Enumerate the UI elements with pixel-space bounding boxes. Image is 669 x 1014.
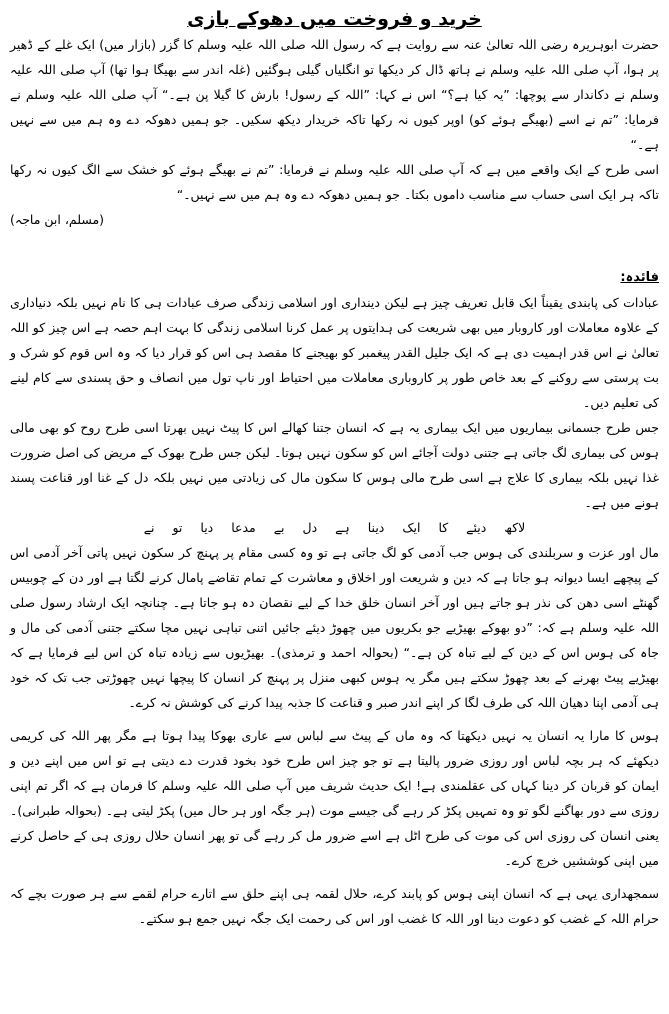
section-spacer [10, 232, 659, 265]
paragraph-spacer-2 [10, 873, 659, 881]
body-paragraph-2: جس طرح جسمانی بیماریوں میں ایک بیماری یہ ہے کہ انسان جتنا کھالے اس کا پیٹ نہیں بھرتا اسی طرح روح کو بھی مالی ہوس کی بیماری لگ جاتی ہے جتنی دولت آجائے اس کو سکون نہیں ہوتا۔ لیکن جس طرح بھوک کے مریض کی اصل ضرورت غذا نہیں بلکہ بیماری کا علاج ہے اسی طرح مالی ہوس کا سکون مال کی زیادتی میں نہیں بلکہ دل کے غنا اور قناعت پسند ہونے میں ہے۔ [10, 420, 659, 510]
faida-heading: فائدہ: [620, 270, 659, 285]
hadith-reference: (مسلم، ابن ماجہ) [10, 212, 105, 227]
body-paragraph-5: سمجھداری یہی ہے کہ انسان اپنی ہوس کو پابند کرے، حلال لقمہ ہی اپنے حلق سے اتارے حرام لقمے سے ہر صورت بچے کہ حرام اللہ کے غضب کو دعوت دینا اور اللہ کا غضب اور اس کی رحمت ایک جگہ نہیں جمع ہو سکتے۔ [10, 886, 659, 926]
body-paragraph-1: عبادات کی پابندی یقیناً ایک قابل تعریف چیز ہے لیکن دینداری اور اسلامی زندگی صرف عبادات ہی کا نام نہیں بلکہ دنیاداری کے علاوہ معاملات اور کاروبار میں بھی شریعت کی ہدایتوں پر عمل کرنا اسلامی زندگی کا بہت اہم حصہ ہے اس چیز کو اللہ تعالیٰ نے اس قدر اہمیت دی ہے کہ ایک جلیل القدر پیغمبر کو بھیجنے کا مقصد ہی اس کو قرار دیا کہ وہ اس قوم کو شرک و بت پرستی سے روکنے کے بعد خاص طور پر کاروباری معاملات میں احتیاط اور ناپ تول میں انصاف و حق پسندی سے کام لینے کی تعلیم دیں۔ [10, 295, 659, 410]
hadith-paragraph: حضرت ابوہریرہ رضی اللہ تعالیٰ عنہ سے روایت ہے کہ رسول اللہ صلی اللہ علیہ وسلم کا گزر (بازار میں) ایک غلے کے ڈھیر پر ہوا، آپ صلی اللہ علیہ وسلم نے ہاتھ ڈال کر دیکھا تو انگلیاں گیلی ہوگئیں (غلہ اندر سے بھیگا ہوا تھا) آپ صلی اللہ علیہ وسلم نے دکاندار سے پوچھا: ”یہ کیا ہے؟“ اس نے کہا: ”اللہ کے رسول! بارش کا گیلا پن ہے۔“ آپ صلی اللہ علیہ وسلم نے فرمایا: ”تم نے اسے (بھیگے ہوئے کو) اوپر کیوں نہ رکھا تاکہ خریدار دیکھ سکیں۔ جو ہمیں دھوکہ دے وہ ہم میں سے نہیں ہے۔“ [10, 37, 659, 152]
page-title: خرید و فروخت میں دھوکے بازی [187, 8, 482, 30]
paragraph-spacer [10, 715, 659, 723]
body-paragraph-4: ہوس کا مارا یہ انسان یہ نہیں دیکھتا کہ وہ ماں کے پیٹ سے لباس سے عاری بھوکا پیدا ہوتا ہے مگر پھر اللہ کی کریمی دیکھئے کہ ہر بچہ لباس اور روزی ضرور پالیتا ہے تو جو چیز اس طرح خود بخود قدرت دے دیتی ہے تو اس میں اپنے دین و ایمان کو قربان کر دینا کہاں کی عقلمندی ہے! ایک حدیث شریف میں آپ صلی اللہ علیہ وسلم کا فرمان ہے کہ اگر تم اپنی روزی سے دور بھاگنے لگو تو وہ تمہیں پکڑ کر رہے گی جیسے موت (ہر جگہ اور ہر حال میں) پکڑ لیتی ہے۔ (بحوالہ طبرانی)۔ یعنی انسان کی روزی اس کی موت کی طرح اٹل ہے اسے ضرور مل کر رہے گی تو پھر انسان حلال روزی ہی کے حاصل کرنے میں اپنی کوششیں خرچ کرے۔ [10, 728, 659, 868]
body-paragraph-3: مال اور عزت و سربلندی کی ہوس جب آدمی کو لگ جاتی ہے تو وہ کسی مقام پر پہنچ کر سکون نہیں پاتی آخر آدمی اس کے پیچھے ایسا دیوانہ ہو جاتا ہے کہ دین و شریعت اور اخلاق و معاشرت کے تمام تقاضے پامال کرنے لگتا ہے اور دن کے چوبیس گھنٹے اسی دھن کی نذر ہو جاتے ہیں اور آخر انسان خلق خدا کے لیے نقصان دہ ہو جاتا ہے۔ چنانچہ ایک ارشاد رسول صلی اللہ علیہ وسلم ہے کہ: ”دو بھوکے بھیڑیے جو بکریوں میں چھوڑ دیئے جائیں اتنی تباہی نہیں مچا سکتے جتنی آدمی کی مال و جاہ کی ہوس اس کے دین کے لیے تباہ کن ہے۔“ (بحوالہ احمد و ترمذی)۔ بھیڑیوں سے زیادہ تباہ کن اس لیے فرمایا ہے کہ بھیڑیے پیٹ بھرنے کے بعد چھوڑ سکتے ہیں مگر یہ ہوس کبھی منزل پر پہنچ کر انسان کا پیچھا نہیں چھوڑتی جب تک کہ خود ہی آدمی اپنا دھیان اللہ کی طرف لگا کر اپنے اندر صبر و قناعت کا جذبہ پیدا کرنے کی کوشش نہ کرے۔ [10, 545, 659, 710]
hadith-paragraph-2: اسی طرح کے ایک واقعے میں ہے کہ آپ صلی اللہ علیہ وسلم نے فرمایا: ”تم نے بھیگے ہوئے کو خشک سے الگ کیوں نہ رکھا تاکہ ہر ایک اسی حساب سے مناسب داموں بکتا۔ جو ہمیں دھوکہ دے وہ ہم میں سے نہیں۔“ [10, 162, 659, 202]
poetry-verse: لاکھ دیئے کا ایک دینا ہے دل بے مدعا دیا تو نے [143, 520, 526, 535]
